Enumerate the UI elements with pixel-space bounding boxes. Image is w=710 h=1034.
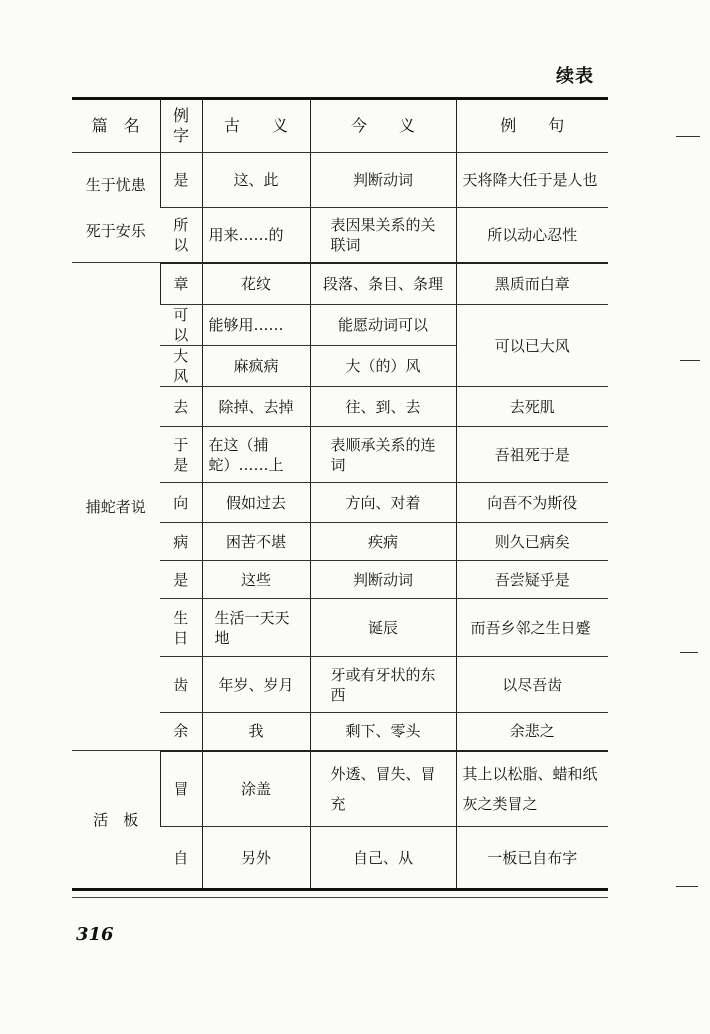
cell-ancient: 我 <box>202 713 310 751</box>
cell-example: 天将降大任于是人也 <box>456 153 608 208</box>
cell-ancient: 除掉、去掉 <box>202 387 310 427</box>
cell-modern: 往、到、去 <box>310 387 456 427</box>
table-bottom-thin-rule <box>72 897 608 898</box>
cell-example: 所以动心忍性 <box>456 208 608 263</box>
table-header-row <box>72 100 608 153</box>
cell-modern: 段落、条目、条理 <box>310 263 456 305</box>
cell-example: 一板已自布字 <box>456 827 608 889</box>
scan-mark <box>680 360 700 361</box>
cell-char: 可以 <box>160 305 202 346</box>
scan-mark <box>676 136 700 137</box>
header-title: 篇 名 <box>72 100 160 153</box>
cell-example: 以尽吾齿 <box>456 657 608 713</box>
scan-mark <box>680 652 698 653</box>
header-example: 例 句 <box>456 100 608 153</box>
cell-ancient: 用来……的 <box>202 208 310 263</box>
cell-char: 齿 <box>160 657 202 713</box>
scan-mark <box>676 886 698 887</box>
cell-example: 吾尝疑乎是 <box>456 561 608 599</box>
cell-char: 冒 <box>160 751 202 827</box>
cell-example: 而吾乡邻之生日蹙 <box>456 599 608 657</box>
cell-char: 生日 <box>160 599 202 657</box>
cell-modern: 牙或有牙状的东西 <box>310 657 456 713</box>
cell-modern: 疾病 <box>310 523 456 561</box>
cell-char: 余 <box>160 713 202 751</box>
cell-example: 则久已病矣 <box>456 523 608 561</box>
cell-char: 于是 <box>160 427 202 483</box>
cell-char: 向 <box>160 483 202 523</box>
cell-char: 所以 <box>160 208 202 263</box>
cell-ancient: 另外 <box>202 827 310 889</box>
continued-table-label: 续表 <box>556 66 594 87</box>
cell-ancient: 这、此 <box>202 153 310 208</box>
cell-modern: 剩下、零头 <box>310 713 456 751</box>
table-bottom-rule <box>72 888 608 891</box>
page-number: 316 <box>76 924 114 945</box>
group-title: 活 板 <box>93 810 139 829</box>
vocabulary-table <box>72 100 608 889</box>
cell-modern: 表顺承关系的连词 <box>310 427 456 483</box>
cell-ancient: 在这（捕蛇）……上 <box>202 427 310 483</box>
header-modern: 今 义 <box>310 100 456 153</box>
cell-example: 去死肌 <box>456 387 608 427</box>
cell-modern: 能愿动词可以 <box>310 305 456 346</box>
cell-example: 向吾不为斯役 <box>456 483 608 523</box>
cell-ancient: 困苦不堪 <box>202 523 310 561</box>
cell-example: 余悲之 <box>456 713 608 751</box>
cell-modern: 诞辰 <box>310 599 456 657</box>
cell-char: 是 <box>160 153 202 208</box>
cell-ancient: 年岁、岁月 <box>202 657 310 713</box>
cell-char: 病 <box>160 523 202 561</box>
cell-char: 是 <box>160 561 202 599</box>
cell-ancient: 涂盖 <box>202 751 310 827</box>
header-ancient: 古 义 <box>202 100 310 153</box>
cell-example: 其上以松脂、蜡和纸灰之类冒之 <box>456 751 608 827</box>
header-char: 例字 <box>160 100 202 153</box>
cell-char: 章 <box>160 263 202 305</box>
group-title: 捕蛇者说 <box>72 263 160 751</box>
cell-ancient: 花纹 <box>202 263 310 305</box>
cell-char: 自 <box>173 848 189 867</box>
table-row <box>72 751 608 827</box>
table-row <box>72 263 608 305</box>
cell-ancient: 这些 <box>202 561 310 599</box>
cell-modern: 大（的）风 <box>310 346 456 387</box>
cell-modern: 判断动词 <box>310 153 456 208</box>
table-row <box>72 153 608 208</box>
cell-char: 大风 <box>160 346 202 387</box>
group-title <box>72 153 160 263</box>
cell-ancient: 麻疯病 <box>202 346 310 387</box>
cell-ancient: 假如过去 <box>202 483 310 523</box>
cell-example: 可以已大风 <box>456 305 608 387</box>
cell-modern: 外透、冒失、冒充 <box>310 751 456 827</box>
group-title-line: 生于忧患 <box>85 175 146 194</box>
cell-example: 吾祖死于是 <box>456 427 608 483</box>
cell-modern: 判断动词 <box>310 561 456 599</box>
group-title-line: 死于安乐 <box>85 221 146 240</box>
cell-modern: 自己、从 <box>310 827 456 889</box>
cell-char: 去 <box>160 387 202 427</box>
cell-example: 黑质而白章 <box>456 263 608 305</box>
cell-modern: 方向、对着 <box>310 483 456 523</box>
cell-ancient: 能够用…… <box>202 305 310 346</box>
cell-ancient: 生活一天天地 <box>202 599 310 657</box>
cell-modern: 表因果关系的关联词 <box>310 208 456 263</box>
